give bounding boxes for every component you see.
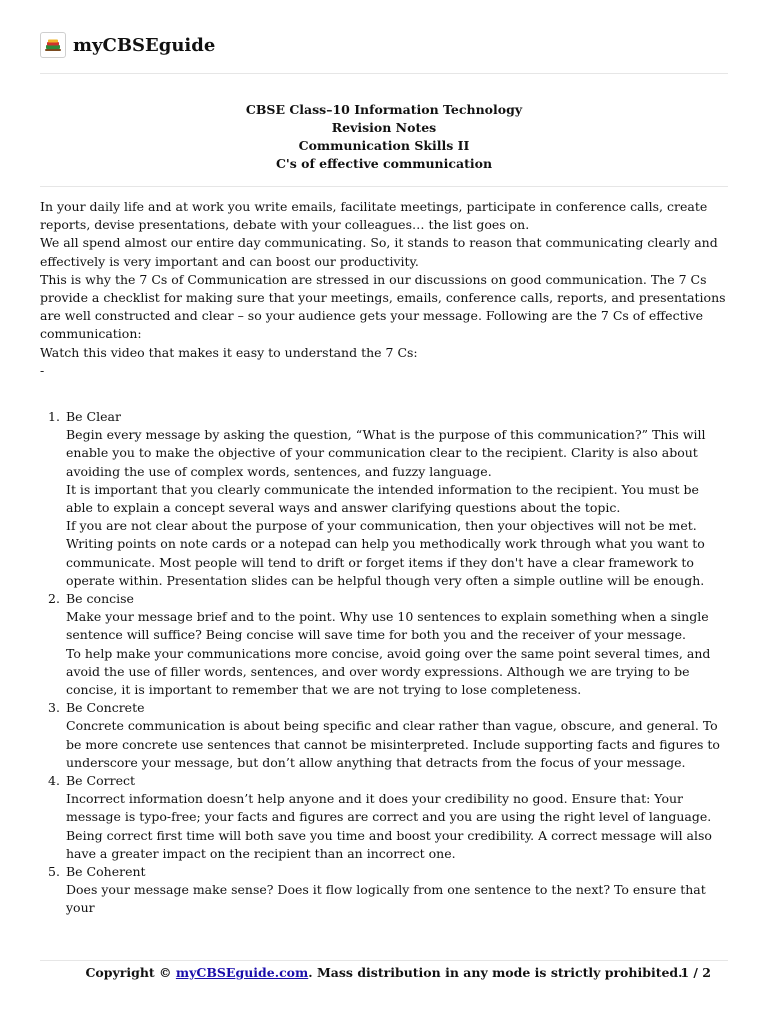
- title-divider: [40, 186, 728, 187]
- item-number: 4.: [48, 773, 60, 789]
- title-line: Revision Notes: [331, 120, 437, 135]
- title-line: C's of effective communication: [275, 156, 493, 171]
- intro-paragraph: Watch this video that makes it easy to understand the 7 Cs:: [40, 344, 418, 360]
- book-stack-icon: [44, 38, 62, 52]
- intro-paragraph: We all spend almost our entire day communicating. So, it stands to reason that communicating clearly and effectively is very important and can boost our productivity.: [40, 235, 718, 269]
- item-heading: Be Clear: [66, 409, 121, 424]
- page-title: [0, 101, 768, 173]
- item-paragraph: Make your message brief and to the point. Why use 10 sentences to explain something when a single sentence will suffice? Being concise will save time for both you and the receiver of your message.: [66, 609, 709, 643]
- copyright-suffix: . Mass distribution in any mode is strictly prohibited.: [308, 965, 683, 980]
- item-number: 1.: [48, 409, 60, 424]
- site-link[interactable]: myCBSEguide.com: [175, 965, 309, 980]
- item-paragraph: Incorrect information doesn’t help anyone and it does your credibility no good. Ensure that: Your message is typo-free; your facts and figures are correct and you are using the right level of language. Being correct first time will both save you time and boost your credibility. A correct message will also have a greater impact on the recipient than an incorrect one.: [66, 791, 712, 861]
- list-item: [40, 772, 728, 863]
- copyright-prefix: Copyright ©: [85, 965, 176, 980]
- item-number: 2.: [48, 591, 60, 607]
- footer-divider: [40, 960, 728, 961]
- intro-paragraph: -: [40, 362, 45, 378]
- logo[interactable]: [40, 32, 66, 58]
- seven-cs-list: [40, 408, 728, 918]
- copyright-footer: [0, 964, 768, 982]
- item-heading: Be Correct: [66, 773, 136, 789]
- item-paragraph: Concrete communication is about being specific and clear rather than vague, obscure, and general. To be more concrete use sentences that cannot be misinterpreted. Include supporting facts and figures to underscore your message, but don’t allow anything that detracts from the focus of your message.: [66, 718, 720, 770]
- item-paragraph: If you are not clear about the purpose of your communication, then your objectives will not be met.: [66, 518, 697, 534]
- list-item: [40, 408, 728, 590]
- item-number: 3.: [48, 700, 60, 716]
- item-paragraph: Does your message make sense? Does it flow logically from one sentence to the next? To ensure that your: [66, 882, 706, 916]
- header-divider: [40, 73, 728, 74]
- header: [40, 30, 215, 60]
- item-paragraph: To help make your communications more concise, avoid going over the same point several times, and avoid the use of filler words, sentences, and over wordy expressions. Although we are trying to be concise, it is important to remember that we are not trying to lose completeness.: [66, 645, 711, 698]
- item-paragraph: Writing points on note cards or a notepad can help you methodically work through what you want to communicate. Most people will tend to drift or forget items if they don't have a clear framework to operate within. Presentation slides can be helpful though very often a simple outline will be enough.: [66, 536, 705, 588]
- title-line: Communication Skills II: [298, 138, 470, 153]
- item-paragraph: Begin every message by asking the question, “What is the purpose of this communication?” This will enable you to make the objective of your communication clear to the recipient. Clarity is also about avoiding the use of complex words, sentences, and fuzzy language.: [66, 427, 706, 479]
- list-item: [40, 590, 728, 699]
- brand-name[interactable]: myCBSEguide: [73, 34, 216, 56]
- title-line: CBSE Class–10 Information Technology: [245, 102, 523, 117]
- item-paragraph: It is important that you clearly communicate the intended information to the recipient. You must be able to explain a concept several ways and answer clarifying questions about the topic.: [66, 481, 699, 516]
- intro-text: [40, 198, 728, 380]
- intro-paragraph: In your daily life and at work you write emails, facilitate meetings, participate in conference calls, create reports, devise presentations, debate with your colleagues… the list goes on.: [40, 199, 708, 233]
- intro-paragraph: This is why the 7 Cs of Communication are stressed in our discussions on good communication. The 7 Cs provide a checklist for making sure that your meetings, emails, conference calls, reports, and presentations are well constructed and clear – so your audience gets your message. Following are the 7 Cs of effective communication:: [40, 271, 726, 342]
- item-number: 5.: [48, 864, 60, 880]
- list-item: [40, 699, 728, 772]
- item-heading: Be concise: [66, 591, 134, 607]
- item-heading: Be Coherent: [66, 864, 146, 880]
- list-item: [40, 863, 728, 918]
- item-heading: Be Concrete: [66, 700, 145, 716]
- page-number: 1 / 2: [680, 965, 711, 980]
